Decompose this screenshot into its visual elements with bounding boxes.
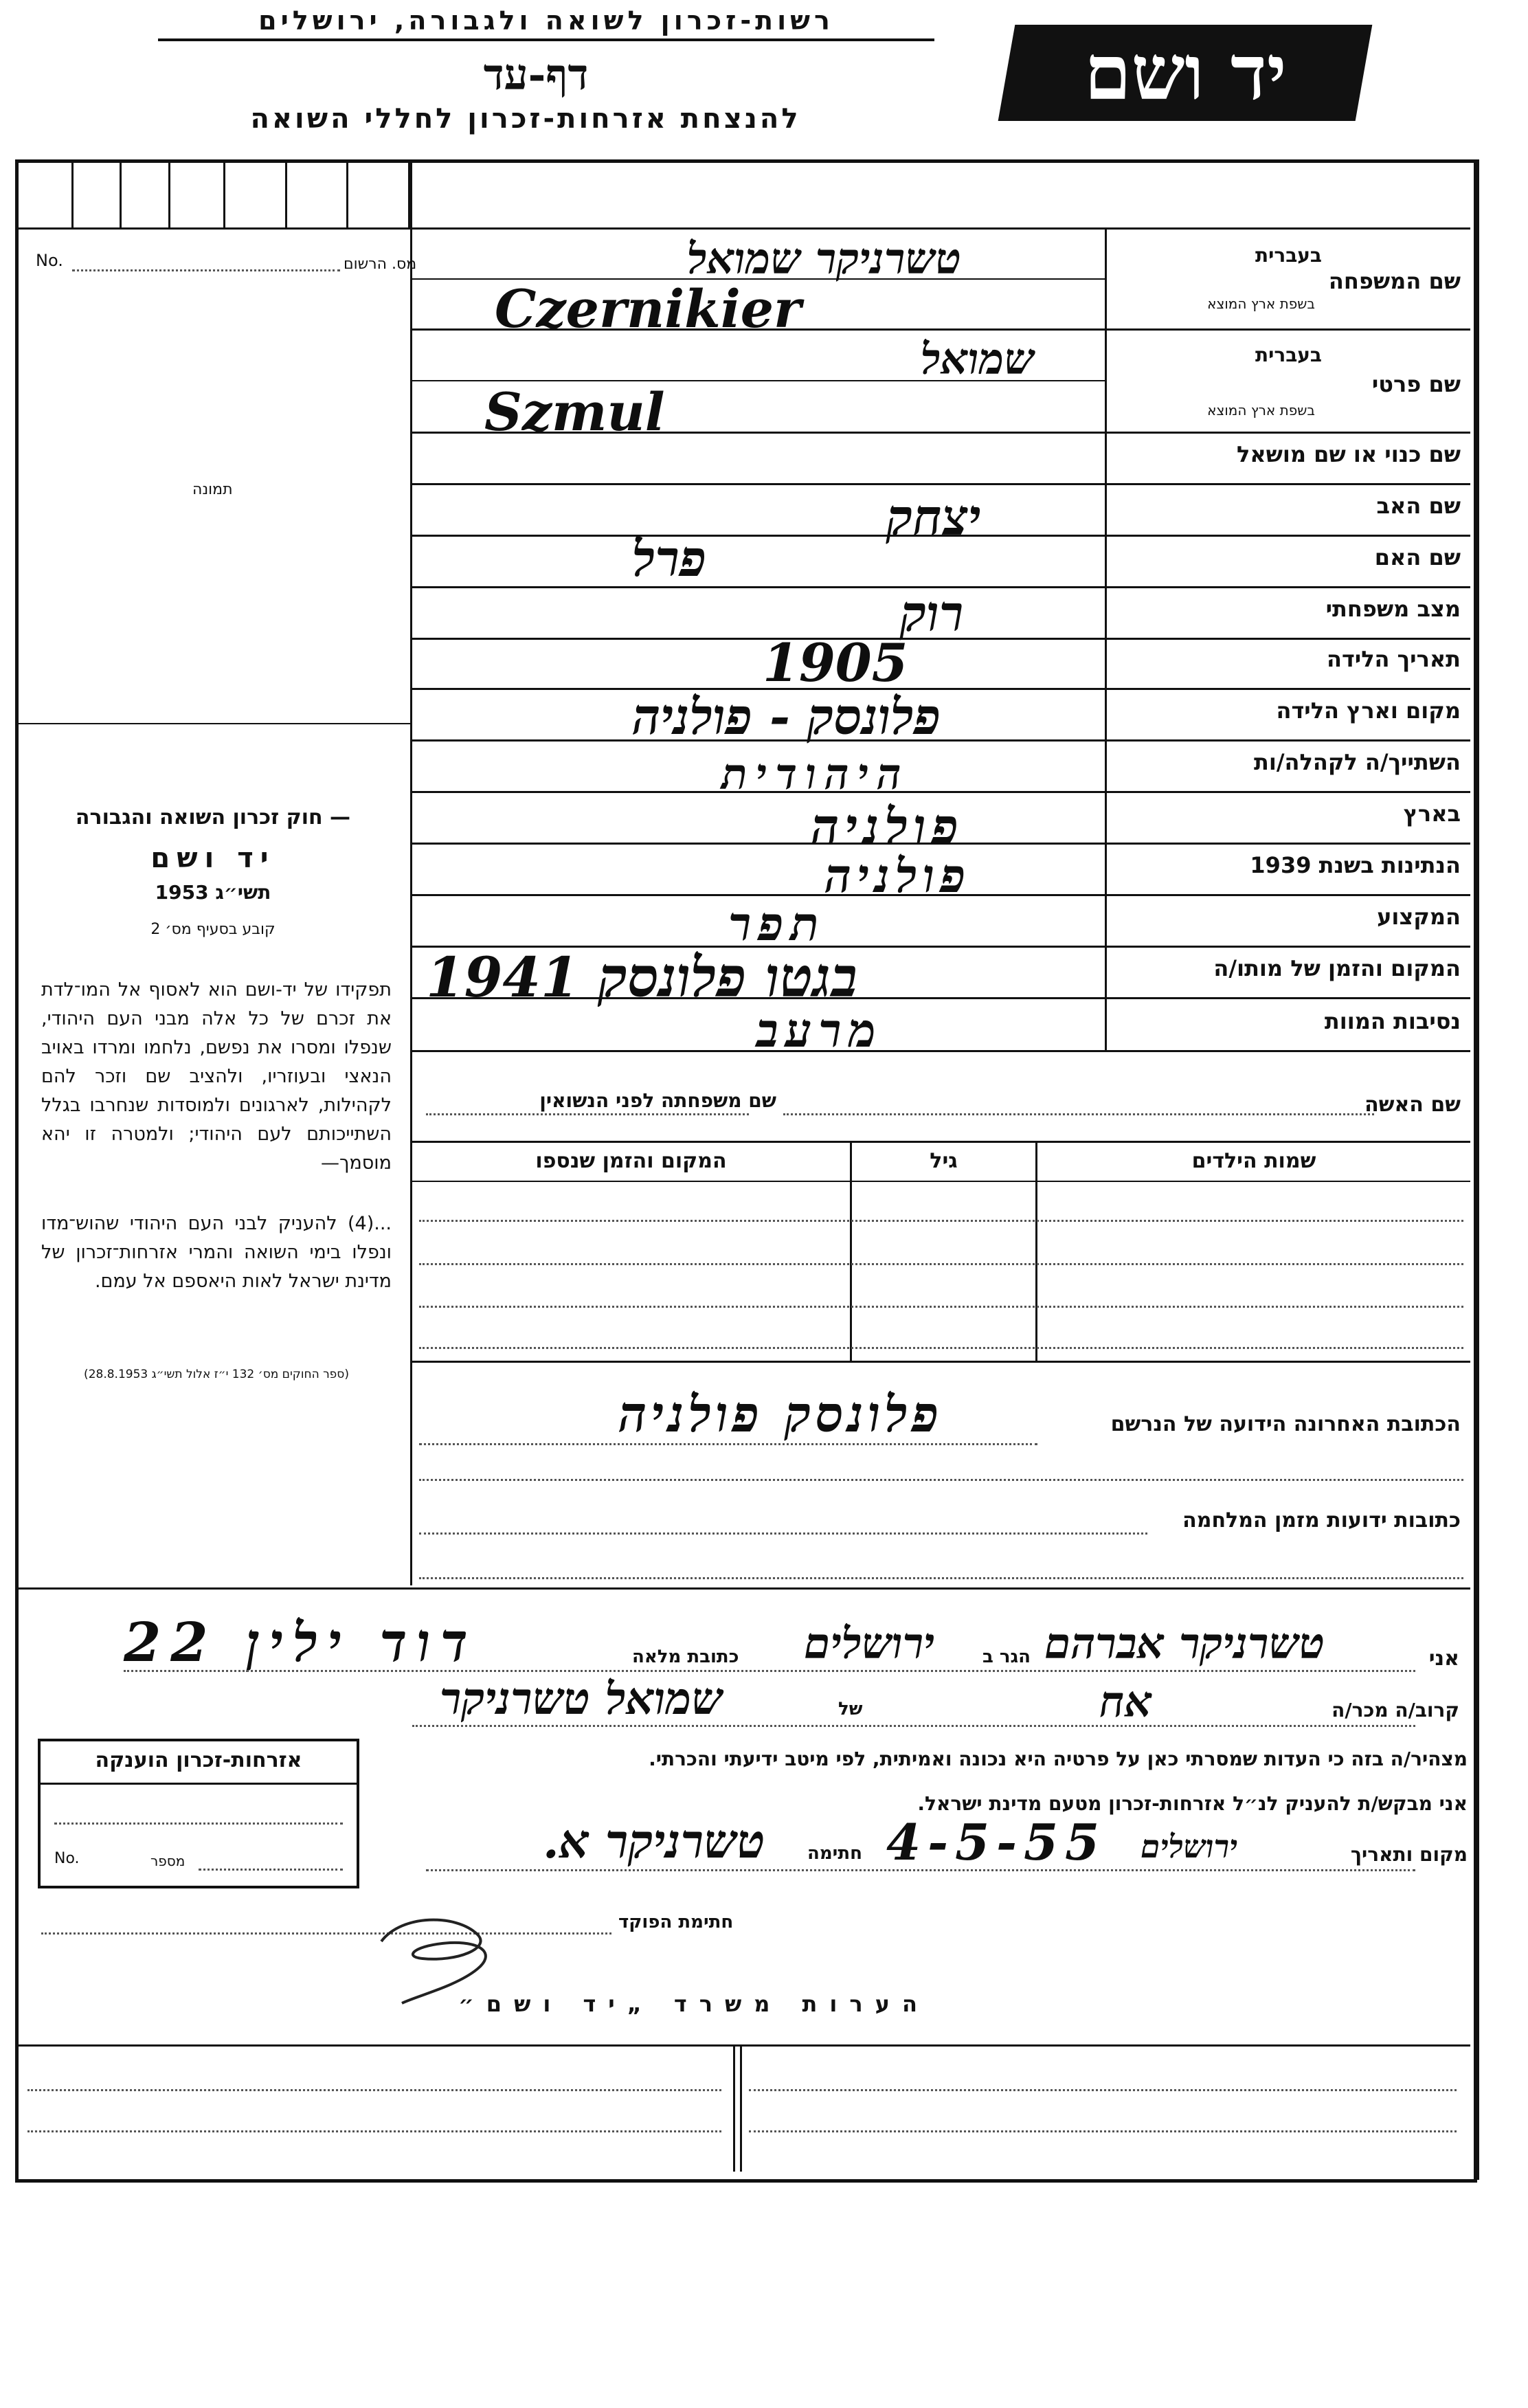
form-subtitle: להנצחת אזרחות-זכרון לחללי השואה	[250, 103, 801, 135]
wife-maiden-name-input[interactable]	[426, 1113, 749, 1115]
citizenship-box-no: No.	[54, 1850, 80, 1867]
first-name-label: שם פרטי	[1371, 371, 1461, 397]
family-name-origin-sublabel: בשפת ארץ המוצא	[1207, 296, 1315, 312]
registry-number-input[interactable]	[72, 269, 340, 271]
top-code-boxes	[19, 163, 410, 227]
nickname-label: שם כנוי או שם מושאל	[1236, 441, 1461, 467]
statement-1: מצהיר/ה בזה כי העדות שמסרתי כאן על פרטיה היא נכונה ואמיתית, לפי מיטב ידיעתי והכרתי.	[649, 1748, 1468, 1770]
family-name-label: שם המשפחה	[1328, 268, 1461, 294]
country-label: בארץ	[1403, 801, 1461, 827]
first-name-origin-value[interactable]: Szmul	[484, 381, 665, 443]
mother-name-value[interactable]: פרל	[632, 529, 707, 588]
citizenship-box-number-input[interactable]	[199, 1869, 343, 1871]
death-circumstances-value[interactable]: מרעב	[756, 1003, 883, 1058]
family-name-hebrew-value[interactable]: טשרניקר שמואל	[687, 234, 961, 284]
birth-place-label: מקום וארץ הלידה	[1276, 698, 1461, 724]
law-paragraph-1: תפקידו של יד-ושם הוא לאסוף אל המו־לדת את זכרם של כל אלה מבני העם היהודי, שנפלו ומסרו את נפשם, נלחמו ומרדו באויב הנאצי ובעוזריו, ולהציב שם וזכר להם לקהילות, לארגונים ולמוסדות שנחרבו בגלל השתייכותם לעם היהודי; ולמטרה זו יהא מוסמך—	[41, 979, 392, 1174]
birth-place-value[interactable]: פלונסק - פולניה	[632, 687, 941, 746]
last-address-value[interactable]: פלונסק פולניה	[618, 1385, 943, 1443]
birth-date-label: תאריך הלידה	[1326, 646, 1461, 672]
date-value[interactable]: 4-5-55	[886, 1813, 1107, 1871]
nationality-1939-label: הנתינות בשנת 1939	[1250, 852, 1461, 878]
profession-value[interactable]: תפר	[728, 897, 826, 952]
marital-status-value[interactable]: רוק	[900, 584, 964, 643]
death-place-time-value[interactable]: בגטו פלונסק 1941	[426, 945, 857, 1010]
mother-name-label: שם האם	[1374, 544, 1461, 570]
profession-label: המקצוע	[1377, 904, 1461, 930]
full-address-label: כתובת מלאה	[632, 1647, 739, 1667]
registry-number-label: מס. הרשום	[344, 256, 417, 273]
photo-label: תמונה	[192, 481, 233, 498]
law-title: — חוק זכרון השואה והגבורה	[75, 805, 351, 829]
birth-date-value[interactable]: 1905	[763, 632, 908, 693]
statement-2: אני מבקש/ת להעניק לנ״ל אזרחות-זכרון מטעם מדינת ישראל.	[917, 1792, 1468, 1815]
children-row-2[interactable]	[419, 1263, 1463, 1265]
children-row-4[interactable]	[419, 1347, 1463, 1349]
citizenship-granted-box	[38, 1739, 359, 1888]
declarant-name-value[interactable]: טשרניקר אברהם	[1044, 1618, 1325, 1669]
death-place-time-label: המקום והזמן של מותו/ה	[1213, 955, 1461, 981]
first-name-origin-sublabel: בשפת ארץ המוצא	[1207, 402, 1315, 419]
death-circumstances-label: נסיבות המוות	[1324, 1008, 1461, 1034]
of-label: של	[838, 1699, 863, 1719]
father-name-label: שם האב	[1376, 493, 1461, 519]
country-value[interactable]: פולניה	[811, 797, 964, 856]
official-signature-label: חתימת הפוקד	[618, 1912, 734, 1932]
office-notes-title: הערות משרד „יד ושם״	[458, 1991, 930, 2017]
children-place-header: המקום והזמן שנספו	[535, 1149, 727, 1173]
yad-vashem-logo: יד ושם	[998, 25, 1373, 121]
community-value[interactable]: היהודית	[721, 749, 910, 799]
signature-value[interactable]: טשרניקר א.	[543, 1814, 765, 1869]
children-age-header: גיל	[930, 1149, 958, 1173]
first-name-hebrew-sublabel: בעברית	[1255, 344, 1322, 366]
subject-name-value[interactable]: שמואל טשרניקר	[440, 1673, 723, 1725]
children-row-1[interactable]	[419, 1220, 1463, 1222]
form-title: דף-עד	[483, 49, 589, 100]
law-name: יד ושם	[150, 843, 276, 874]
war-addresses-input[interactable]	[419, 1532, 1147, 1535]
law-paragraph-2: ...(4) להעניק לבני העם היהודי שהוש־מדו ונפלו בימי השואה והמרי אזרחות־זכרון של מדינת ישראל לאות היאספם אל עמם.	[41, 1213, 392, 1292]
citizenship-box-title: אזרחות-זכרון הוענקה	[95, 1748, 302, 1772]
nationality-1939-value[interactable]: פולניה	[824, 849, 971, 904]
declaration-prefix: אני	[1428, 1647, 1459, 1671]
family-name-hebrew-sublabel: בעברית	[1255, 244, 1322, 267]
community-label: השתייך/ה לקהלה/ות	[1253, 749, 1461, 775]
wife-label: שם האשה	[1364, 1093, 1461, 1117]
father-name-value[interactable]: יצחק	[886, 488, 981, 546]
marital-status-label: מצב משפחתי	[1325, 596, 1461, 622]
family-name-origin-value[interactable]: Czernikier	[495, 278, 802, 339]
wife-name-input[interactable]	[783, 1113, 1374, 1115]
war-addresses-label: כתובות ידועות מזמן המלחמה	[1182, 1508, 1461, 1532]
children-names-header: שמות הילדים	[1191, 1149, 1316, 1173]
place-date-label: מקום ותאריך	[1350, 1843, 1468, 1866]
law-footnote: (ספר החוקים מס׳ 132 י״ז אלול תשי״ג 28.8.1953)	[84, 1368, 349, 1381]
children-row-3[interactable]	[419, 1306, 1463, 1308]
law-year: תשי״ג 1953	[155, 881, 271, 904]
first-name-hebrew-value[interactable]: שמואל	[921, 334, 1035, 384]
organization-name: רשות-זכרון לשואה ולגבורה, ירושלים	[158, 5, 934, 41]
relation-value[interactable]: אח	[1099, 1677, 1152, 1727]
full-address-value[interactable]: דוד ילין 22	[124, 1612, 477, 1674]
relation-label: קרוב/ה מכר/ה	[1332, 1699, 1459, 1721]
resides-label: הגר ב	[982, 1647, 1031, 1667]
last-address-label: הכתובת האחרונה הידועה של הנרשם	[1110, 1412, 1461, 1436]
law-clause: קובע בסעיף מס׳ 2	[150, 921, 276, 938]
registry-no-label: No.	[36, 251, 63, 270]
citizenship-box-number-label: מספר	[150, 1853, 186, 1869]
official-signature-line[interactable]	[41, 1932, 611, 1935]
signature-label: חתימה	[807, 1843, 862, 1864]
place-value[interactable]: ירושלים	[1141, 1828, 1238, 1865]
residence-city-value[interactable]: ירושלים	[804, 1618, 935, 1669]
